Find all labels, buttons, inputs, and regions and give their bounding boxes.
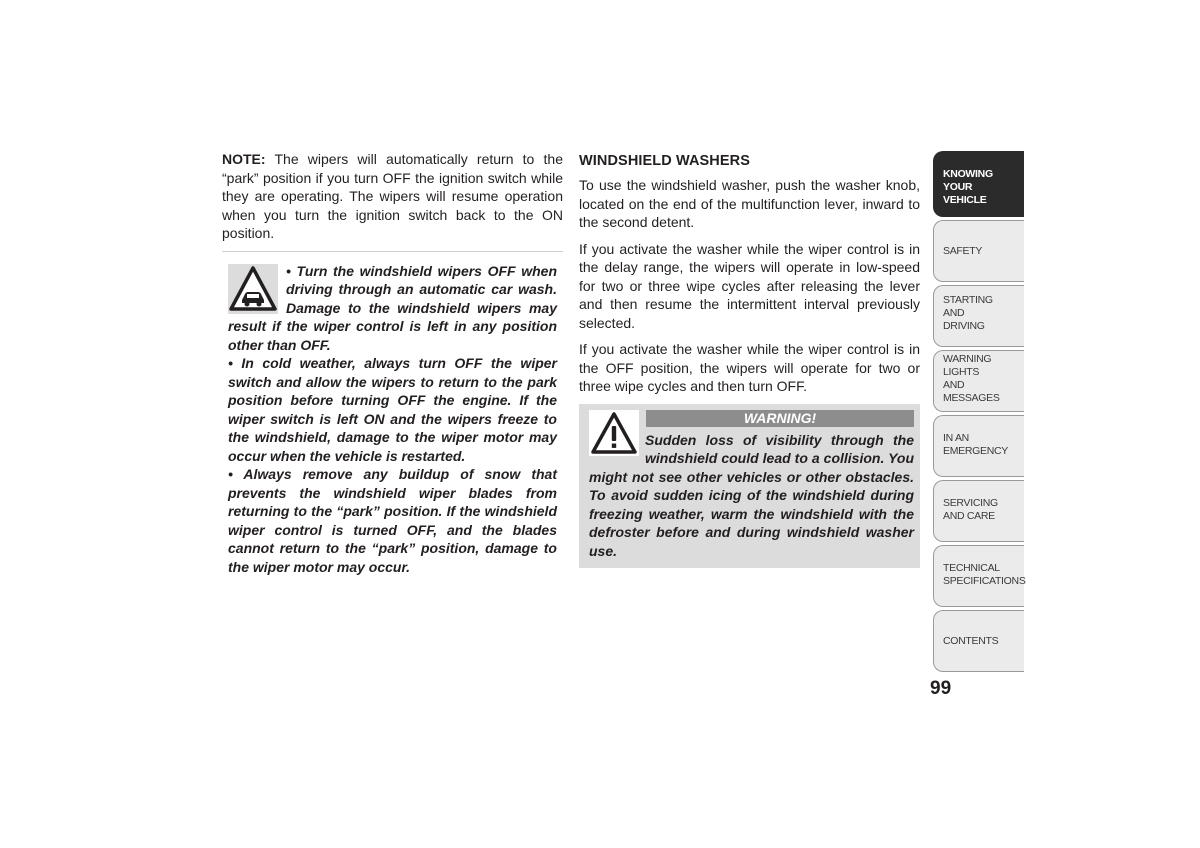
caution-box — [222, 262, 563, 577]
warning-text: Sudden loss of visibility through the windshield could lead to a collision. You might not see other vehicles or other obstacles. To avoid sudden icing of the windshield during freezing weather, warm the windshield with the defroster before and during windshield washer use. — [589, 431, 914, 559]
caution-item-2: • In cold weather, always turn OFF the wiper switch and allow the wipers to return to the park position before turning OFF the engine. If the wiper switch is left ON and the wipers freeze to the windshield, damage to the wiper motor may occur when the vehicle is restarted. — [228, 355, 557, 464]
note-label: NOTE: — [222, 151, 266, 167]
tab-label: SAFETY — [943, 244, 983, 257]
chapter-tabs — [933, 151, 1024, 675]
section-title: WINDSHIELD WASHERS — [579, 153, 750, 169]
left-column — [222, 150, 563, 576]
washer-paragraph-1: To use the windshield washer, push the washer knob, located on the end of the multifunction lever, inward to the second detent. — [579, 177, 920, 230]
car-caution-triangle-icon — [228, 264, 278, 314]
tab-contents[interactable] — [933, 610, 1024, 672]
tab-label: WARNING LIGHTS AND MESSAGES — [943, 353, 1000, 404]
tab-in-an-emergency[interactable] — [933, 415, 1024, 477]
caution-item-1: • Turn the windshield wipers OFF when driving through an automatic car wash. Damage to the windshield wipers may result if the wiper control is left in any position other than OFF. — [228, 262, 557, 353]
washer-paragraph-3: If you activate the washer while the wiper control is in the OFF position, the wipers will operate for two or three wipe cycles and then turn OFF. — [579, 341, 920, 394]
tab-label: STARTING AND DRIVING — [943, 294, 993, 332]
note-paragraph — [222, 150, 563, 243]
tab-technical-specifications[interactable] — [933, 545, 1024, 607]
tab-knowing-your-vehicle[interactable] — [933, 151, 1024, 217]
divider — [222, 251, 563, 252]
right-column — [579, 150, 920, 568]
tab-label: TECHNICAL SPECIFICATIONS — [943, 562, 1026, 587]
exclamation-triangle-icon — [589, 410, 639, 456]
tab-label: IN AN EMERGENCY — [943, 432, 1008, 457]
tab-label: CONTENTS — [943, 634, 999, 647]
tab-warning-lights-and-messages[interactable] — [933, 350, 1024, 412]
note-text: The wipers will automatically return to the “park” position if you turn OFF the ignition switch while they are operating. The wipers will resume operation when you turn the ignition switch back to the ON position. — [222, 151, 563, 241]
tab-servicing-and-care[interactable] — [933, 480, 1024, 542]
warning-header: WARNING! — [646, 410, 914, 427]
tab-label: SERVICING AND CARE — [943, 497, 998, 522]
warning-box — [579, 404, 920, 569]
page-number: 99 — [930, 678, 952, 699]
washer-paragraph-2: If you activate the washer while the wiper control is in the delay range, the wipers will operate in low-speed for two or three wipe cycles after releasing the lever and then resume the intermittent interval previously selected. — [579, 240, 920, 331]
tab-label: KNOWING YOUR VEHICLE — [943, 168, 993, 206]
tab-starting-and-driving[interactable] — [933, 285, 1024, 347]
tab-safety[interactable] — [933, 220, 1024, 282]
caution-item-3: • Always remove any buildup of snow that prevents the windshield wiper blades from returning to the “park” position. If the windshield wiper control is turned OFF, and the blades cannot return to the “park” position, damage to the wiper motor may occur. — [228, 466, 557, 575]
